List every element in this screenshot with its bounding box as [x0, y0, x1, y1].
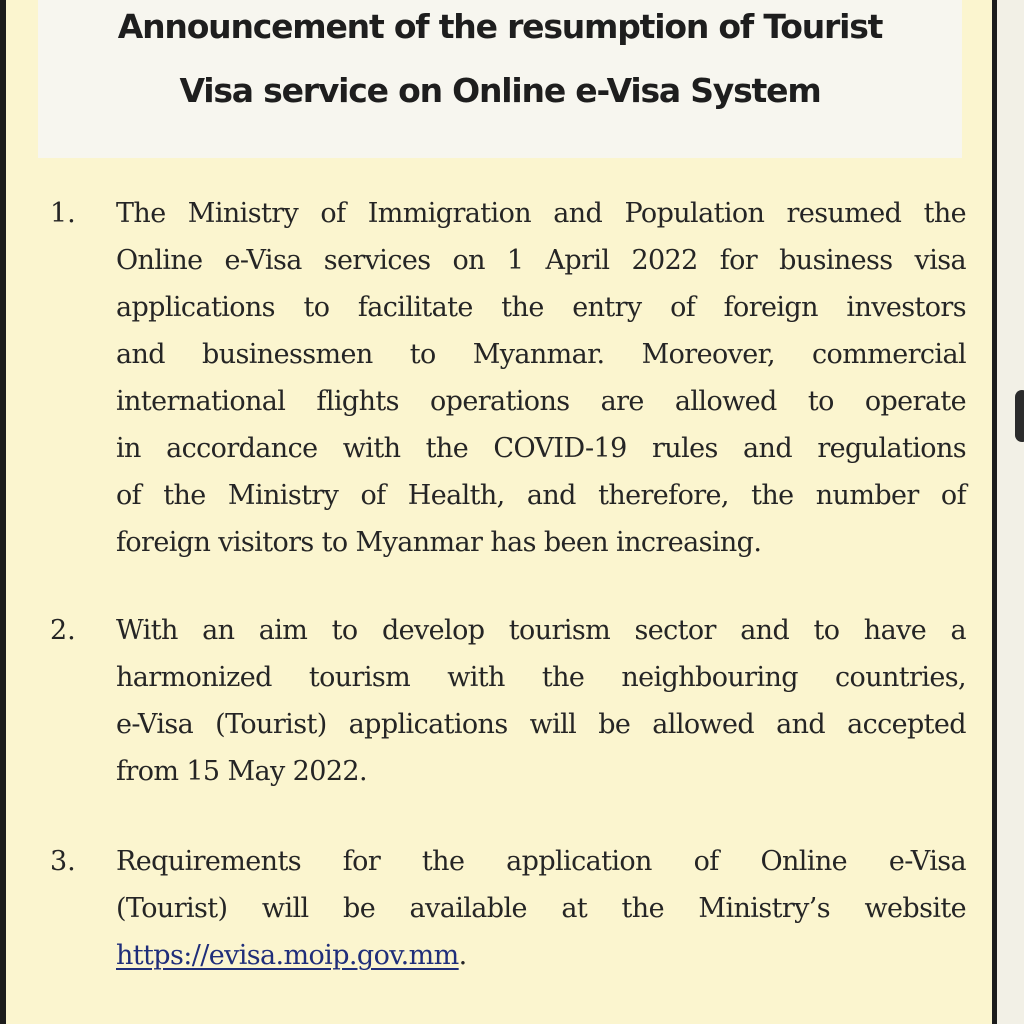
text-line: international flights operations are allowed to operate [116, 386, 966, 417]
side-tab-handle [1015, 390, 1024, 442]
right-margin [997, 0, 1024, 1024]
text-line: foreign visitors to Myanmar has been increasing. [116, 527, 762, 558]
left-border-line [0, 0, 6, 1024]
item-text [116, 607, 966, 795]
announcement-title [38, 4, 962, 114]
text-line: of the Ministry of Health, and therefore, the number of [116, 480, 966, 511]
item-text [116, 190, 966, 566]
ministry-website-link[interactable]: https://evisa.moip.gov.mm [116, 940, 459, 971]
item-text [116, 838, 966, 979]
website-line [116, 932, 966, 979]
link-period: . [458, 940, 467, 971]
text-line: (Tourist) will be available at the Ministry’s website [116, 893, 966, 924]
item-number: 2. [50, 615, 76, 646]
title-line-2: Visa service on Online e-Visa System [179, 71, 821, 110]
text-line: and businessmen to Myanmar. Moreover, commercial [116, 339, 966, 370]
text-line: from 15 May 2022. [116, 756, 367, 787]
text-line: Requirements for the application of Online e-Visa [116, 846, 966, 877]
text-line: e-Visa (Tourist) applications will be allowed and accepted [116, 709, 966, 740]
item-number: 1. [50, 198, 76, 229]
text-line: With an aim to develop tourism sector and to have a [116, 615, 966, 646]
text-line: applications to facilitate the entry of foreign investors [116, 292, 966, 323]
text-line: Online e-Visa services on 1 April 2022 for business visa [116, 245, 966, 276]
text-line: harmonized tourism with the neighbouring countries, [116, 662, 966, 693]
text-line: in accordance with the COVID-19 rules and regulations [116, 433, 966, 464]
text-line: The Ministry of Immigration and Population resumed the [116, 198, 966, 229]
title-line-1: Announcement of the resumption of Tourist [117, 7, 883, 46]
item-number: 3. [50, 846, 76, 877]
